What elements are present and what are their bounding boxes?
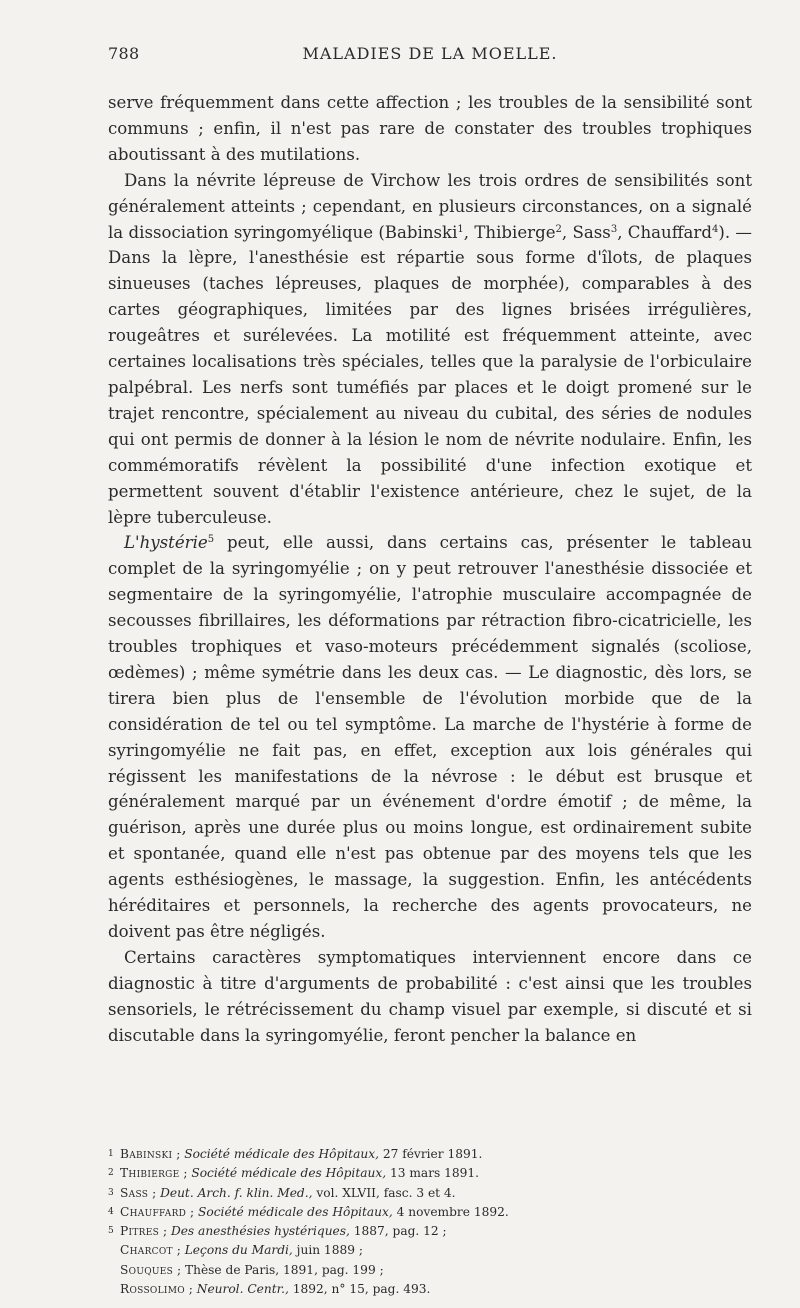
footnote-detail: Thèse de Paris, 1891, pag. 199 ; bbox=[184, 1262, 384, 1277]
term-hysteria: L'hystérie bbox=[124, 533, 208, 553]
footnote-detail: 1887, pag. 12 ; bbox=[349, 1224, 447, 1239]
footnote-source: Neurol. Centr., bbox=[196, 1282, 289, 1297]
running-title: MALADIES DE LA MOELLE. bbox=[302, 44, 558, 63]
footnote-item bbox=[108, 1241, 752, 1260]
text-run: , Thibierge bbox=[463, 222, 556, 242]
footnote-item bbox=[108, 1222, 752, 1241]
paragraph-continuation: serve fréquemment dans cette affection ; les troubles de la sensibilité sont communs ; enfin, il n'est pas rare de constater des troubles trophiques aboutissant à des mutilations. bbox=[108, 93, 752, 164]
footnote-source: Société médicale des Hôpitaux, bbox=[198, 1204, 393, 1219]
footnote-author: Thibierge bbox=[120, 1166, 180, 1181]
footnote-sep: ; bbox=[186, 1204, 199, 1219]
text-run: , Sass bbox=[561, 222, 611, 242]
footnote-author: Charcot bbox=[120, 1243, 173, 1258]
footnote-item bbox=[108, 1164, 752, 1183]
footnote-author: Chauffard bbox=[120, 1204, 187, 1219]
footnote-source: Deut. Arch. f. klin. Med., bbox=[160, 1185, 313, 1200]
footnote-author: Babinski bbox=[120, 1147, 173, 1161]
footnote-sep: ; bbox=[172, 1147, 185, 1161]
footnote-marker: 4 bbox=[108, 1206, 114, 1217]
footnote-marker: 3 bbox=[108, 1187, 114, 1198]
footnote-detail: 1892, n° 15, pag. 493. bbox=[288, 1282, 431, 1297]
main-text bbox=[108, 90, 752, 1049]
footnote-ref: 1 bbox=[457, 223, 464, 235]
footnote-source: Société médicale des Hôpitaux, bbox=[184, 1147, 379, 1161]
text-run: , Chauffard bbox=[617, 222, 712, 242]
footnote-sep: ; bbox=[172, 1243, 185, 1258]
footnotes bbox=[108, 1145, 752, 1299]
footnote-author: Rossolimo bbox=[120, 1282, 185, 1297]
footnote-marker: 5 bbox=[108, 1226, 114, 1237]
footnote-item bbox=[108, 1145, 752, 1164]
footnote-sep: ; bbox=[179, 1166, 192, 1181]
footnote-ref: 2 bbox=[555, 223, 562, 235]
footnote-author: Souques bbox=[120, 1262, 174, 1277]
footnote-sep: ; bbox=[148, 1185, 161, 1200]
footnote-marker: 1 bbox=[108, 1149, 114, 1159]
footnote-detail: 27 février 1891. bbox=[378, 1147, 483, 1161]
footnote-sep: ; bbox=[159, 1224, 171, 1239]
paragraph-hysteria bbox=[108, 530, 752, 945]
footnote-detail: vol. XLVII, fasc. 3 et 4. bbox=[312, 1185, 456, 1200]
text-run: Dans la névrite lépreuse de Virchow les trois ordres de sensibilités sont généralement atteints ; cependant, en plusieurs circonstances, on a signalé la dissociation syringomyélique (Babinski bbox=[108, 170, 752, 242]
footnote-detail: 13 mars 1891. bbox=[386, 1166, 480, 1181]
paragraph-symptoms: Certains caractères symptomatiques interviennent encore dans ce diagnostic à titre d'arguments de probabilité : c'est ainsi que les troubles sensoriels, le rétrécissement du champ visuel par exemple, si discuté et si discutable dans la syringomyélie, feront pencher la balance en bbox=[108, 947, 752, 1045]
footnote-author: Pitres bbox=[120, 1224, 160, 1239]
text-run: ). — Dans la lèpre, l'anesthésie est répartie sous forme d'îlots, de plaques sinueuses (taches lépreuses, plaques de morphée), comparables à des cartes géographiques, limitées par des lignes brisées irrégulières, rougeâtres et surélevées. La motilité est fréquemment atteinte, avec certaines localisations très spéciales, telles que la paralysie de l'orbiculaire palpébral. Les nerfs sont tuméfiés par places et le doigt promené sur le trajet rencontre, spécialement au niveau du cubital, des séries de nodules qui ont permis de donner à la lésion le nom de névrite nodulaire. Enfin, les commémoratifs révèlent la possibilité d'une infection exotique et permettent souvent d'établir l'existence antérieure, chez le sujet, de la lèpre tuberculeuse. bbox=[108, 222, 753, 527]
footnote-item bbox=[108, 1261, 752, 1280]
text-run: peut, elle aussi, dans certains cas, présenter le tableau complet de la syringomyélie ; on y peut retrouver l'anesthésie dissociée et segmentaire de la syringomyélie, l'atrophie musculaire accompagnée de secousses fibrillaires, les déformations par rétraction fibro-cicatricielle, les troubles trophiques et vaso-moteurs précédemment signalés (scoliose, œdèmes) ; même symétrie dans les deux cas. — Le diagnostic, dès lors, se tirera bien plus de l'ensemble de l'évolution morbide que de la considération de tel ou tel symptôme. La marche de l'hystérie à forme de syringomyélie ne fait pas, en effet, exception aux lois générales qui régissent les manifestations de la névrose : le début est brusque et généralement marqué par un événement d'ordre émotif ; de même, la guérison, après une durée plus ou moins longue, est ordinairement subite et spontanée, quand elle n'est pas obtenue par des moyens tels que les agents esthésiogènes, le massage, la suggestion. Enfin, les antécédents héréditaires et personnels, la recherche des agents provocateurs, ne doivent pas être négligés. bbox=[108, 533, 752, 941]
footnote-author: Sass bbox=[120, 1185, 149, 1200]
footnote-marker: 2 bbox=[108, 1168, 114, 1179]
page-number: 788 bbox=[108, 44, 140, 63]
footnote-ref: 3 bbox=[610, 223, 618, 235]
footnote-item bbox=[108, 1184, 752, 1203]
running-header bbox=[108, 44, 752, 70]
footnote-ref: 5 bbox=[207, 534, 215, 546]
footnote-detail: 4 novembre 1892. bbox=[392, 1204, 509, 1219]
footnote-source: Société médicale des Hôpitaux, bbox=[191, 1166, 387, 1181]
footnote-sep: ; bbox=[173, 1262, 185, 1277]
footnote-item bbox=[108, 1203, 752, 1222]
footnote-item bbox=[108, 1280, 752, 1299]
paragraph-leprosy bbox=[108, 168, 752, 531]
footnote-ref: 4 bbox=[711, 223, 719, 235]
footnote-source: Leçons du Mardi, bbox=[184, 1243, 293, 1258]
footnote-sep: ; bbox=[184, 1282, 197, 1297]
footnote-source: Des anesthésies hystériques, bbox=[170, 1224, 350, 1239]
footnote-detail: juin 1889 ; bbox=[292, 1243, 363, 1258]
